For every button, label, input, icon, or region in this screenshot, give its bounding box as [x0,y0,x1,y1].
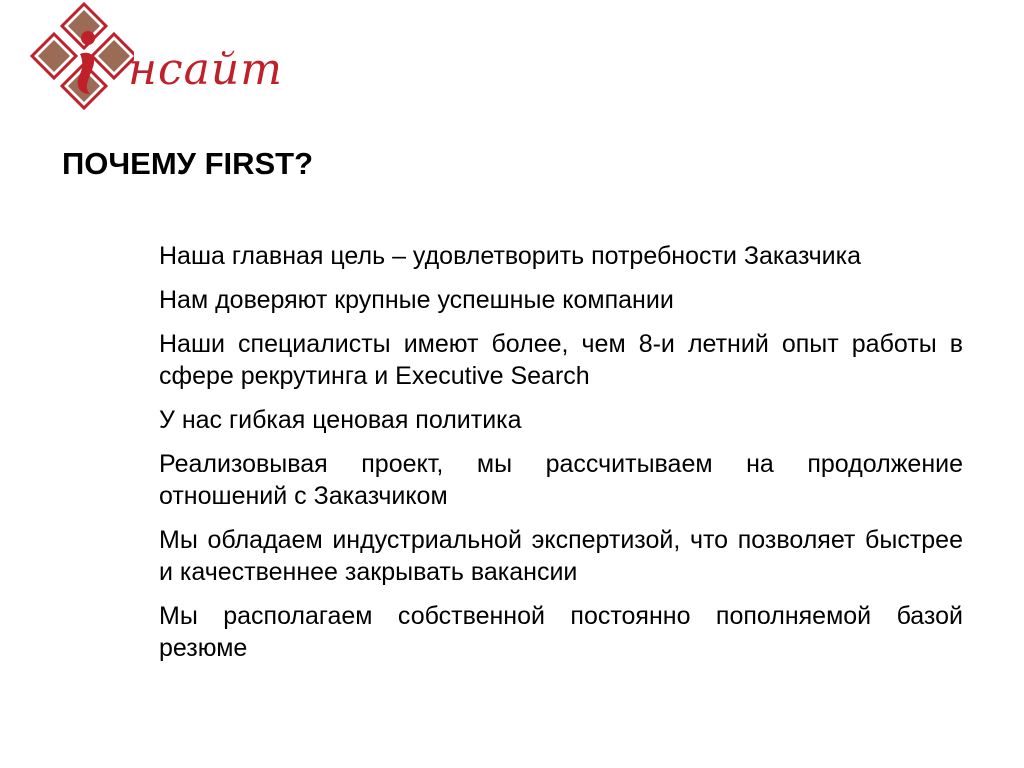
company-logo [24,0,283,110]
bullet-item: Нам доверяют крупные успешные компании [159,286,674,314]
bullet-item: Наши специалисты имеют более, чем 8-и летний опыт работы в сфере рекрутинга и Executive Search [159,330,963,390]
bullet-item: Наша главная цель – удовлетворить потребности Заказчика [159,242,861,270]
slide-title: ПОЧЕМУ FIRST? [62,146,314,181]
bullet-list [159,240,963,676]
bullet-item: Реализовывая проект, мы рассчитываем на продолжение отношений с Заказчиком [159,450,963,510]
logo-diamond-icon [24,0,134,110]
bullet-item: У нас гибкая ценовая политика [159,406,522,434]
logo-text: нсайт [128,44,283,95]
bullet-item: Мы обладаем индустриальной экспертизой, что позволяет быстрее и качественнее закрывать вакансии [159,526,963,586]
bullet-item: Мы располагаем собственной постоянно пополняемой базой резюме [159,602,963,662]
